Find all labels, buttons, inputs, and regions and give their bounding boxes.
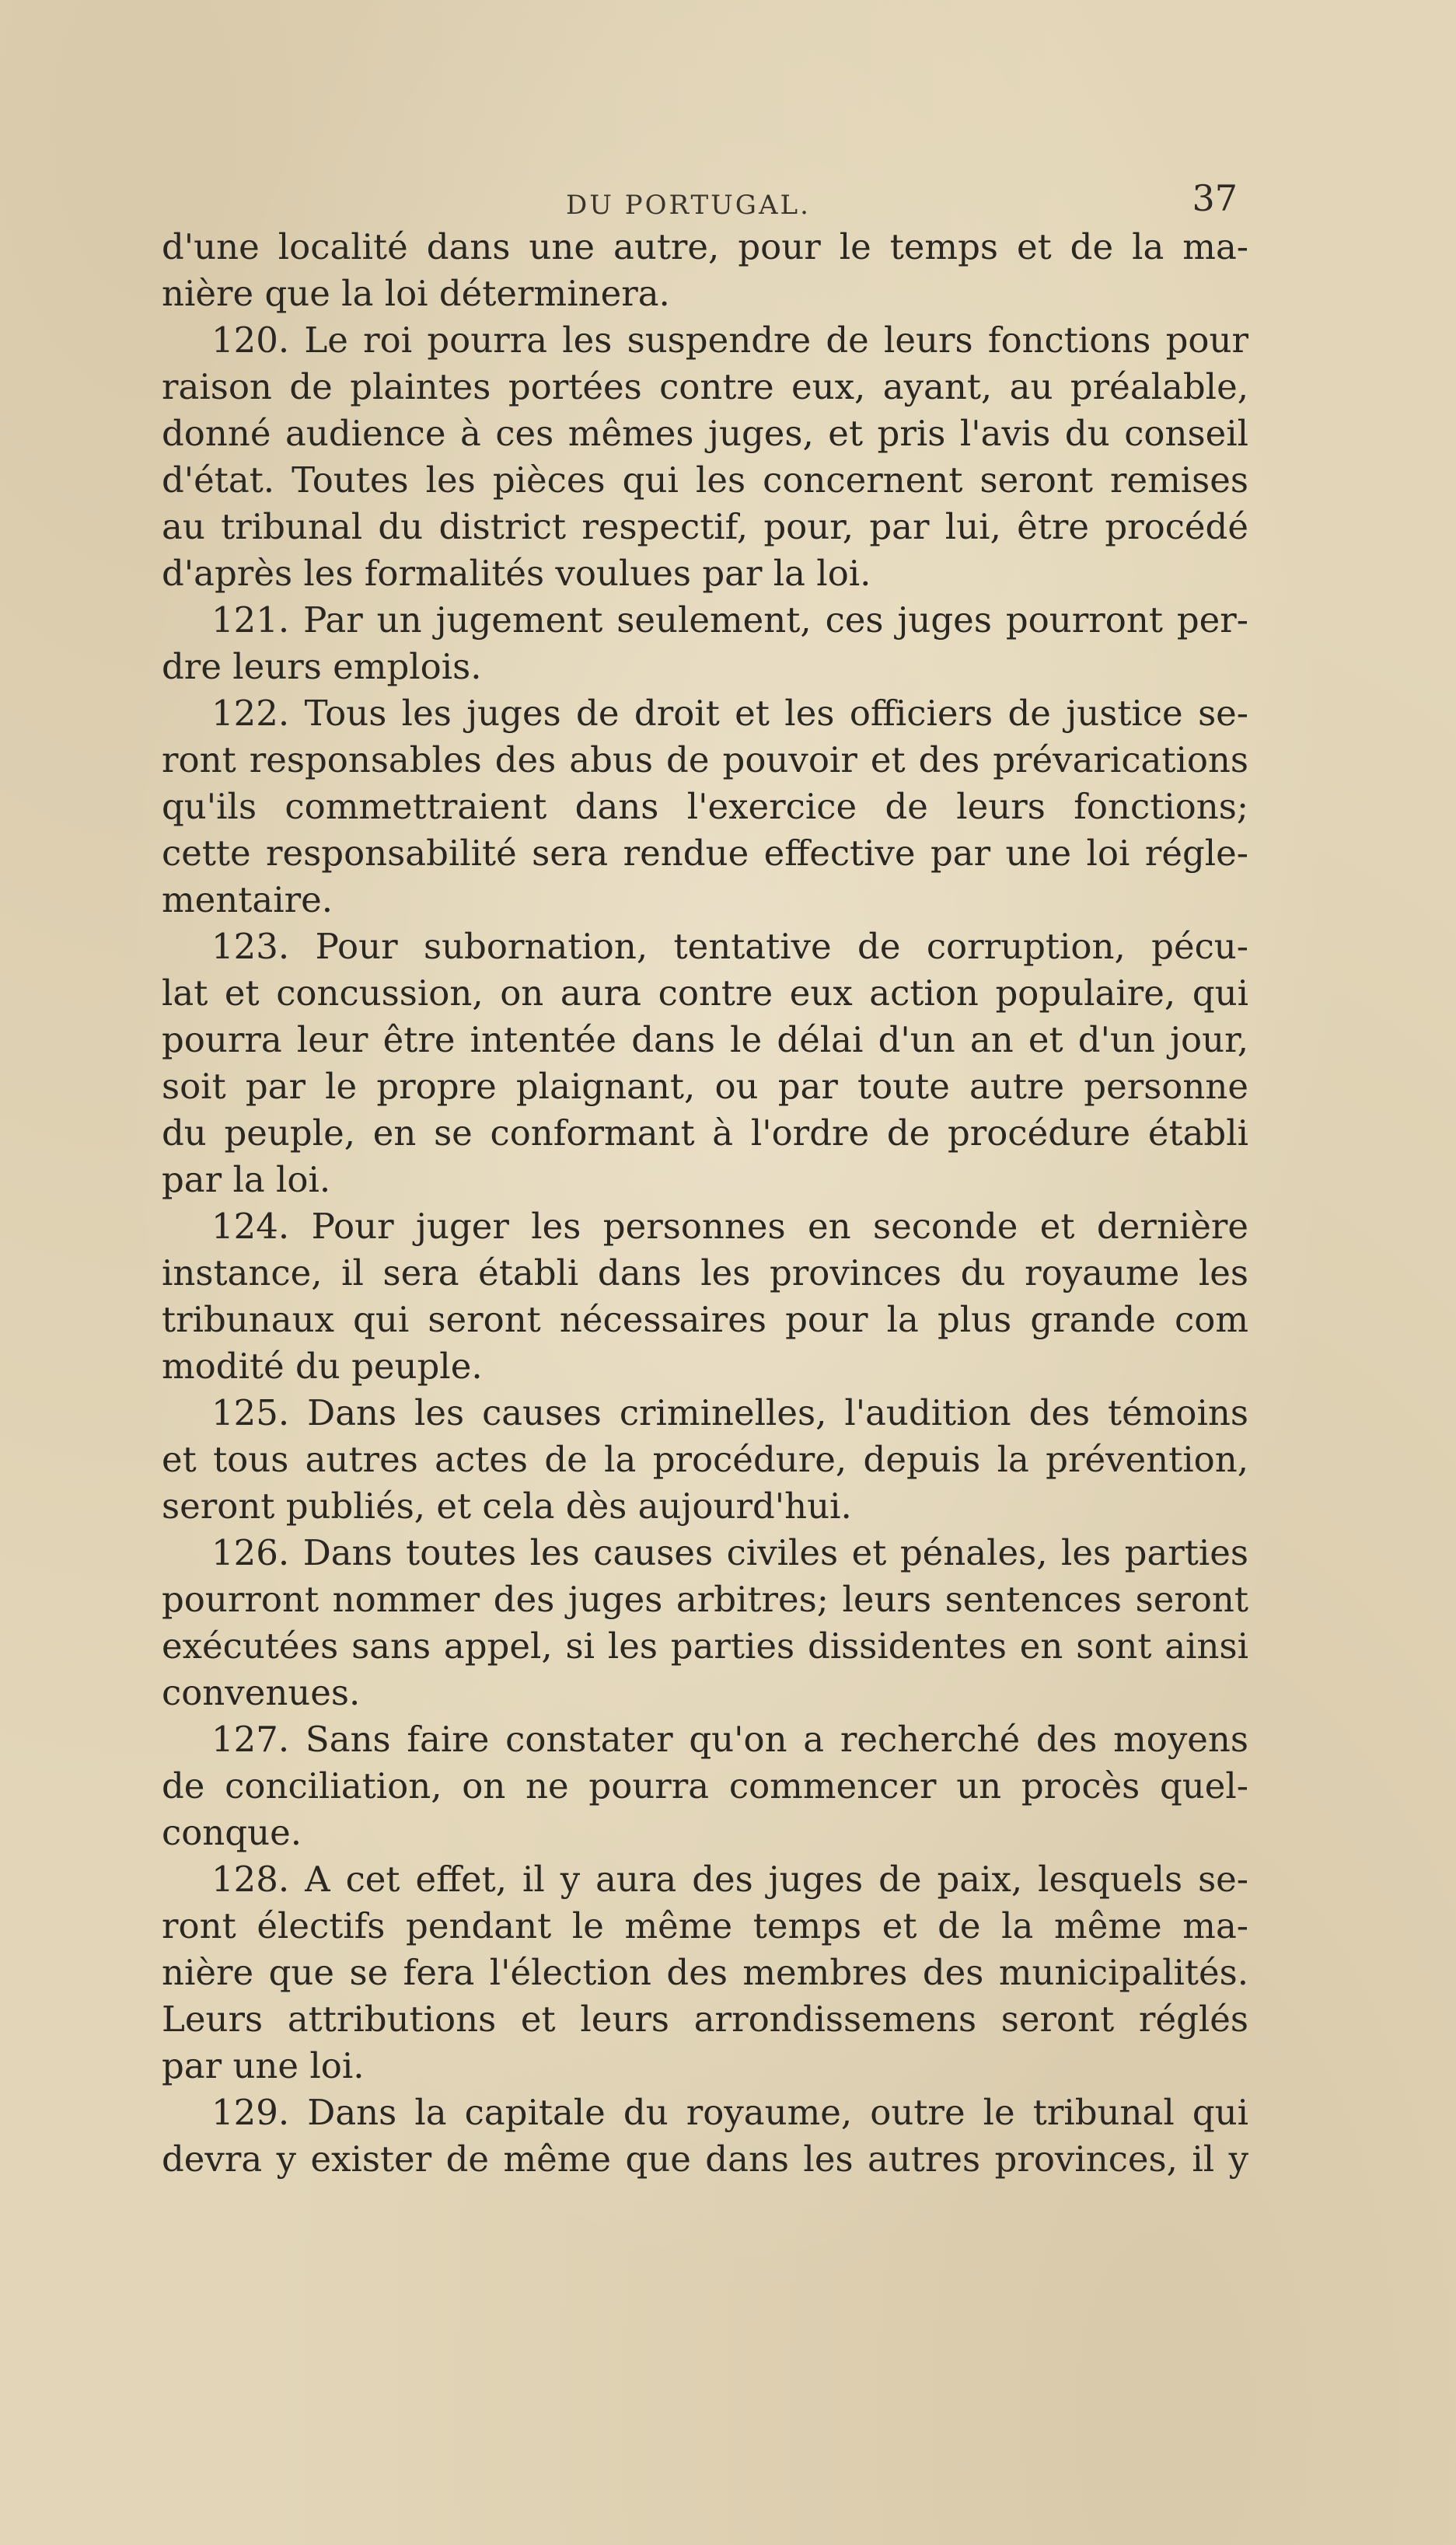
text-line: du peuple, en se conformant à l'ordre de procédure établi <box>162 1112 1248 1154</box>
text-line: par une loi. <box>162 2045 365 2086</box>
text-line: 128. A cet effet, il y aura des juges de paix, lesquels se- <box>211 1859 1248 1900</box>
page-number: 37 <box>1192 177 1238 219</box>
text-line: 122. Tous les juges de droit et les officiers de justice se- <box>211 693 1248 734</box>
text-line: modité du peuple. <box>162 1346 483 1387</box>
text-line: 121. Par un jugement seulement, ces juges pourront per- <box>211 599 1248 641</box>
text-line: d'une localité dans une autre, pour le temps et de la ma- <box>162 226 1248 267</box>
text-line: 127. Sans faire constater qu'on a recherché des moyens <box>211 1719 1248 1760</box>
text-block <box>162 169 1248 2183</box>
text-line: ront électifs pendant le même temps et de la même ma- <box>162 1905 1248 1946</box>
text-line: exécutées sans appel, si les parties dissidentes en sont ainsi <box>162 1625 1248 1667</box>
text-line: 124. Pour juger les personnes en seconde et dernière <box>211 1206 1248 1247</box>
text-line: d'après les formalités voulues par la loi. <box>162 553 871 594</box>
text-line: 120. Le roi pourra les suspendre de leurs fonctions pour <box>211 319 1248 361</box>
text-line: cette responsabilité sera rendue effective par une loi régle- <box>162 833 1248 874</box>
text-line: 125. Dans les causes criminelles, l'audition des témoins <box>211 1392 1248 1433</box>
text-line: devra y exister de même que dans les autres provinces, il y <box>162 2138 1248 2180</box>
text-line: soit par le propre plaignant, ou par toute autre personne <box>162 1066 1248 1107</box>
text-line: tribunaux qui seront nécessaires pour la plus grande com <box>162 1299 1248 1340</box>
running-head <box>162 169 1248 224</box>
text-line: convenues. <box>162 1672 361 1713</box>
text-line: mentaire. <box>162 879 333 920</box>
text-line: conque. <box>162 1812 302 1853</box>
text-line: d'état. Toutes les pièces qui les concernent seront remises <box>162 459 1248 501</box>
text-line: Leurs attributions et leurs arrondissemens seront réglés <box>162 1999 1248 2040</box>
text-line: dre leurs emplois. <box>162 646 482 687</box>
text-line: raison de plaintes portées contre eux, ayant, au préalable, <box>162 366 1248 407</box>
text-line: pourront nommer des juges arbitres; leurs sentences seront <box>162 1579 1248 1620</box>
text-line: et tous autres actes de la procédure, depuis la prévention, <box>162 1439 1248 1480</box>
body-text <box>162 224 1248 2183</box>
text-line: lat et concussion, on aura contre eux action populaire, qui <box>162 972 1248 1014</box>
text-line: nière que se fera l'élection des membres des municipalités. <box>162 1952 1248 1993</box>
text-line: 126. Dans toutes les causes civiles et pénales, les parties <box>211 1532 1248 1573</box>
text-line: au tribunal du district respectif, pour, par lui, être procédé <box>162 506 1248 547</box>
text-line: 123. Pour subornation, tentative de corruption, pécu- <box>211 926 1248 967</box>
running-title: DU PORTUGAL. <box>566 190 811 221</box>
text-line: par la loi. <box>162 1159 331 1200</box>
text-line: instance, il sera établi dans les provinces du royaume les <box>162 1252 1248 1293</box>
text-line: de conciliation, on ne pourra commencer un procès quel- <box>162 1765 1248 1807</box>
text-line: pourra leur être intentée dans le délai d'un an et d'un jour, <box>162 1019 1248 1060</box>
text-line: donné audience à ces mêmes juges, et pris l'avis du conseil <box>162 413 1248 454</box>
text-line: qu'ils commettraient dans l'exercice de leurs fonctions; <box>162 786 1248 827</box>
text-line: ront responsables des abus de pouvoir et des prévarications <box>162 739 1248 780</box>
text-line: seront publiés, et cela dès aujourd'hui. <box>162 1485 852 1527</box>
text-line: nière que la loi déterminera. <box>162 273 670 314</box>
text-line: 129. Dans la capitale du royaume, outre le tribunal qui <box>211 2092 1248 2133</box>
